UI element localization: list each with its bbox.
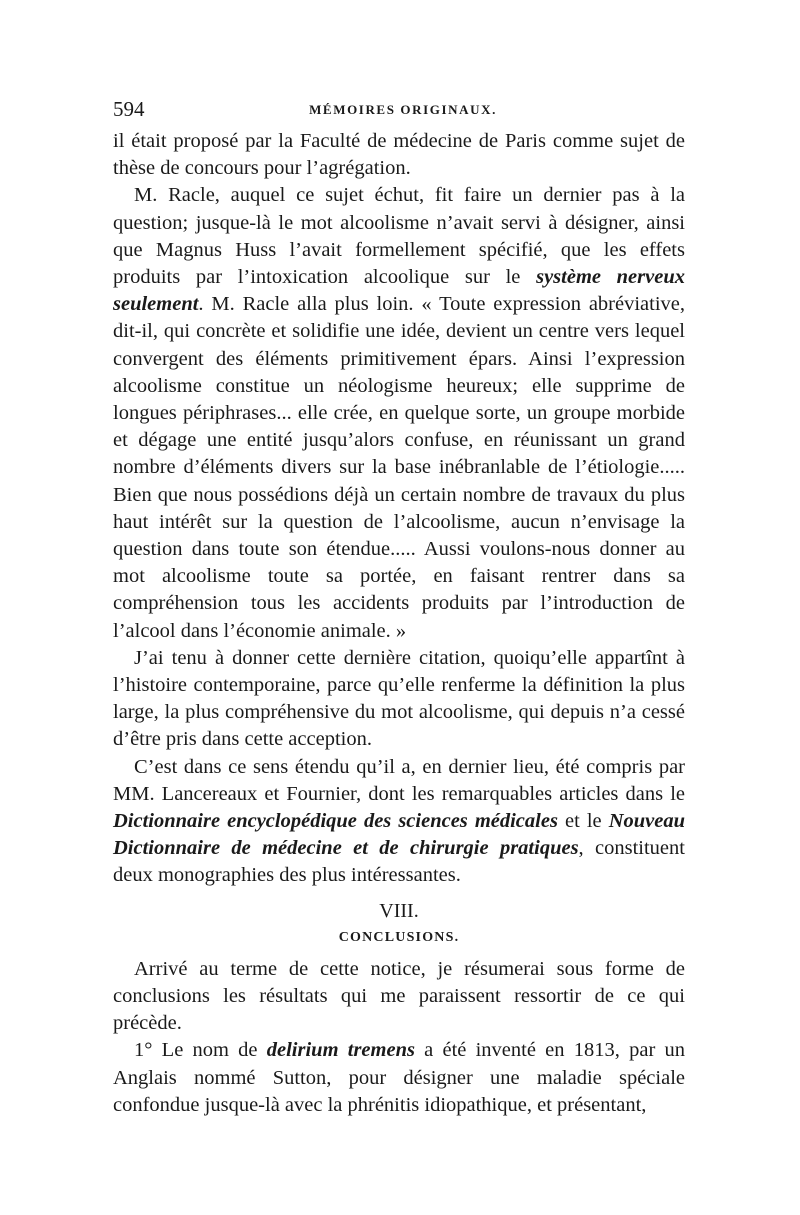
text-run: , constituent deux monographies des plus intéressantes. [113, 837, 685, 887]
book-title: Dictionnaire encyclopédique des sciences médicales [113, 810, 558, 833]
page-number: 594 [113, 97, 145, 121]
term-text: delirium tremens [266, 1039, 415, 1062]
body-text [113, 128, 685, 1119]
paragraph-conclusions-intro: Arrivé au terme de cette notice, je résumerai sous forme de conclusions les résultats qui me paraissent ressortir de ce qui précède. [113, 957, 685, 1035]
text-run: et le [557, 810, 609, 833]
text-run: 1° Le nom de [134, 1039, 267, 1062]
section-number: VIII. [379, 899, 419, 922]
text-run: . M. Racle alla plus loin. « Toute expression abréviative, dit-il, qui concrète et solidifie une idée, devient un centre vers lequel convergent des éléments primitivement épars. Ainsi l’expression alcoolisme constitue un néologisme heureux; elle supprime de longues périphrases... elle crée, en quelque sorte, un groupe morbide et dégage une entité jusqu’alors confuse, en réunissant un grand nombre d’éléments divers sur la base inébranlable de l’étiologie..... Bien que nous possédions déjà un certain nombre de travaux du plus haut intérêt sur la question de l’alcoolisme, aucun n’envisage la question dans toute son étendue..... Aussi voulons-nous donner au mot alcoolisme toute sa portée, en faisant rentrer dans sa compréhension tous les accidents produits par l’introduction de l’alcool dans l’économie animale. » [113, 293, 685, 642]
paragraph-conclusion-1 [113, 1037, 685, 1119]
emphasis-text: système nerveux seulement [113, 266, 685, 316]
paragraph-continuation: il était proposé par la Faculté de médecine de Paris comme sujet de thèse de concours pour l’agrégation. [113, 130, 685, 180]
paragraph-lancereaux [113, 754, 685, 890]
paragraph-citation: J’ai tenu à donner cette dernière citation, quoiqu’elle appartînt à l’histoire contemporaine, parce qu’elle renferme la définition la plus large, la plus compréhensive du mot alcoolisme, qui depuis n’a cessé d’être pris dans cette acception. [113, 646, 685, 751]
paragraph-racle [113, 182, 685, 644]
text-run: M. Racle, auquel ce sujet échut, fit faire un dernier pas à la question; jusque-là le mot alcoolisme n’avait servi à désigner, ainsi que Magnus Huss l’avait formellement spécifié, que les effets produits par l’intoxication alcoolique sur le [113, 184, 685, 289]
text-run: a été inventé en 1813, par un Anglais nommé Sutton, pour désigner une maladie spéciale confondue jusque-là avec la phrénitis idiopathique, et présentant, [113, 1039, 685, 1116]
book-title: Nouveau Dictionnaire de médecine et de chirurgie pratiques [113, 810, 685, 860]
text-run: C’est dans ce sens étendu qu’il a, en dernier lieu, été compris par MM. Lancereaux et Fournier, dont les remarquables articles dans le [113, 755, 685, 805]
section-title: CONCLUSIONS. [338, 929, 460, 945]
page-header [113, 97, 693, 127]
running-head: MÉMOIRES ORIGINAUX. [309, 102, 497, 117]
